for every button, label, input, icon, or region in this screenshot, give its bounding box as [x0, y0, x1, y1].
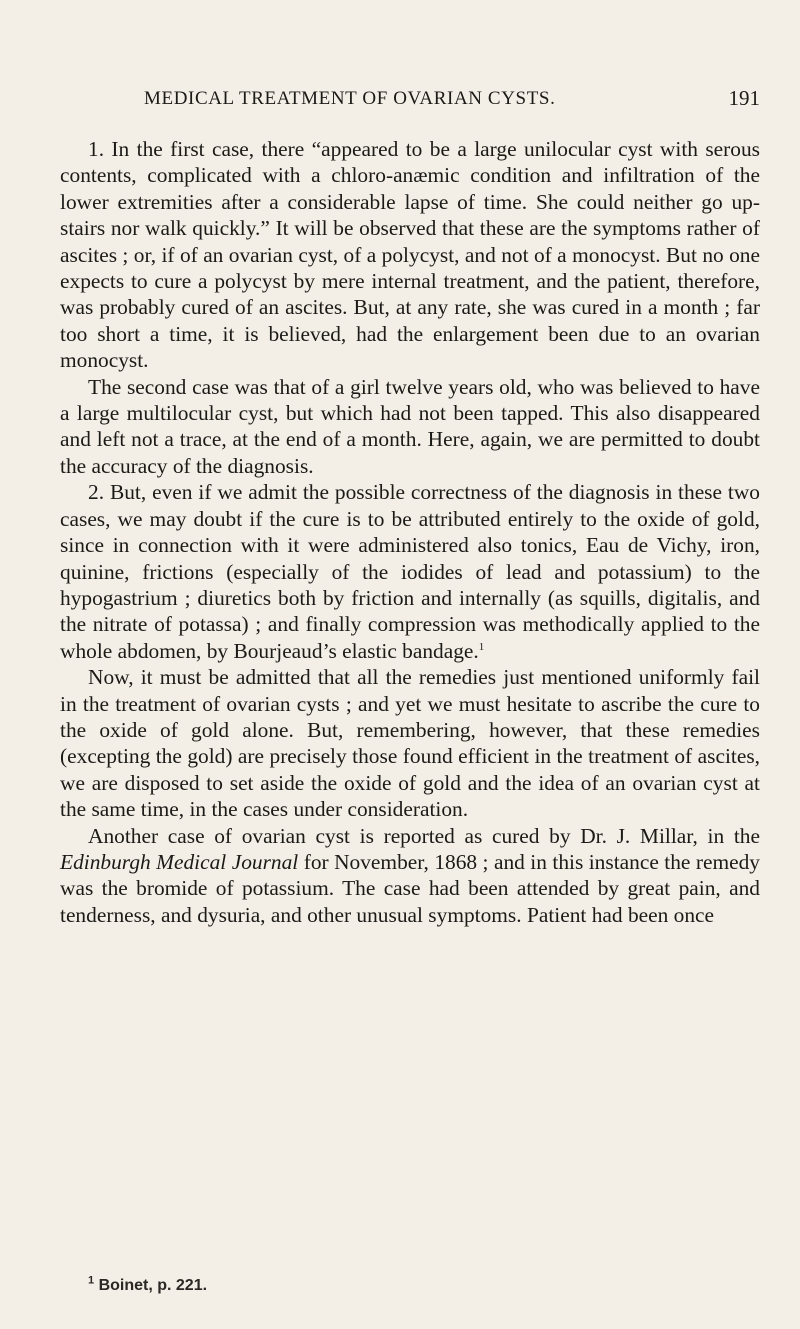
running-title: MEDICAL TREATMENT OF OVARIAN CYSTS.	[144, 88, 556, 109]
paragraph-case-one: 1. In the first case, there “appeared to be a large unilocular cyst with serous contents, complicated with a chloro-anæmic condition and infiltration of the lower extremities after a considerable lapse of time. She could neither go up-stairs nor walk quickly.” It will be observed that these are the symptoms rather of ascites ; or, if of an ovarian cyst, of a polycyst, and not of a monocyst. But no one expects to cure a polycyst by mere internal treatment, and the patient, therefore, was probably cured of an ascites. But, at any rate, she was cured in a month ; far too short a time, it is believed, had the enlargement been due to an ovarian monocyst.	[60, 137, 760, 373]
paragraph-diagnosis-doubt	[60, 479, 760, 664]
body-text	[60, 136, 760, 928]
footnote-mark: 1	[88, 1274, 95, 1287]
paragraph-case-two: The second case was that of a girl twelve years old, who was believed to have a large multilocular cyst, but which had not been tapped. This also disappeared and left not a trace, at the end of a month. Here, again, we are permitted to doubt the accuracy of the diagnosis.	[60, 374, 760, 478]
journal-title: Edinburgh Medical Journal	[60, 849, 299, 874]
footnote	[88, 1274, 208, 1295]
millar-text-end: for November, 1868 ; and in this instance the remedy was the bromide of potassium. The case had been attended by great pain, and tenderness, and dysuria, and other unusual symptoms. Patient had been once	[60, 849, 760, 927]
page-header	[60, 88, 760, 116]
page-number: 191	[728, 86, 760, 110]
paragraph-diagnosis-text: 2. But, even if we admit the possible correctness of the diagnosis in these two cases, we may doubt if the cure is to be attributed entirely to the oxide of gold, since in connection with it were administered also tonics, Eau de Vichy, iron, quinine, frictions (especially of the iodides of lead and potassium) to the hypogastrium ; diuretics both by friction and internally (as squills, digitalis, and the nitrate of potassa) ; and finally compression was methodically applied to the whole abdomen, by Bourjeaud’s elastic bandage.	[60, 480, 760, 663]
paragraph-remedies: Now, it must be admitted that all the remedies just mentioned uniformly fail in the treatment of ovarian cysts ; and yet we must hesitate to ascribe the cure to the oxide of gold alone. But, remembering, however, that these remedies (excepting the gold) are precisely those found efficient in the treatment of ascites, we are disposed to set aside the oxide of gold and the idea of an ovarian cyst at the same time, in the cases under consideration.	[60, 665, 760, 822]
millar-text-start: Another case of ovarian cyst is reported as cured by Dr. J. Millar, in the	[88, 823, 760, 848]
footnote-text: Boinet, p. 221.	[98, 1277, 208, 1294]
footnote-reference: 1	[478, 640, 485, 653]
paragraph-millar-case	[60, 823, 760, 929]
